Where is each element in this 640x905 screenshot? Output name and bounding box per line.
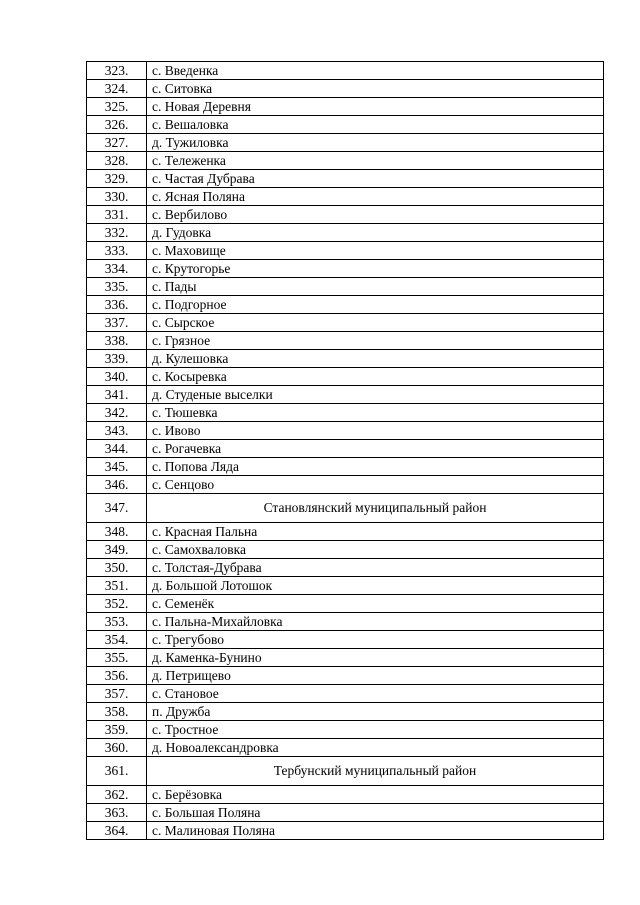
row-number: 338. xyxy=(87,332,147,350)
row-number: 344. xyxy=(87,440,147,458)
settlement-name: с. Тележенка xyxy=(147,152,604,170)
table-row xyxy=(87,98,604,116)
settlement-name: с. Вешаловка xyxy=(147,116,604,134)
settlement-name: д. Гудовка xyxy=(147,224,604,242)
table-row xyxy=(87,62,604,80)
row-number: 328. xyxy=(87,152,147,170)
settlement-name: с. Вербилово xyxy=(147,206,604,224)
row-number: 323. xyxy=(87,62,147,80)
row-number: 359. xyxy=(87,721,147,739)
table-row xyxy=(87,703,604,721)
row-number: 362. xyxy=(87,786,147,804)
row-number: 357. xyxy=(87,685,147,703)
table-row xyxy=(87,116,604,134)
settlement-name: с. Малиновая Поляна xyxy=(147,822,604,840)
table-row xyxy=(87,152,604,170)
table-row xyxy=(87,458,604,476)
row-number: 364. xyxy=(87,822,147,840)
row-number: 360. xyxy=(87,739,147,757)
table-row xyxy=(87,541,604,559)
table-row xyxy=(87,739,604,757)
row-number: 326. xyxy=(87,116,147,134)
settlements-table xyxy=(86,61,604,840)
settlement-name: с. Становое xyxy=(147,685,604,703)
row-number: 334. xyxy=(87,260,147,278)
settlement-name: с. Новая Деревня xyxy=(147,98,604,116)
row-number: 348. xyxy=(87,523,147,541)
row-number: 327. xyxy=(87,134,147,152)
table-row xyxy=(87,577,604,595)
row-number: 335. xyxy=(87,278,147,296)
table-row xyxy=(87,170,604,188)
row-number: 341. xyxy=(87,386,147,404)
row-number: 345. xyxy=(87,458,147,476)
settlement-name: с. Семенёк xyxy=(147,595,604,613)
table-row xyxy=(87,332,604,350)
row-number: 350. xyxy=(87,559,147,577)
settlement-name: с. Косыревка xyxy=(147,368,604,386)
row-number: 343. xyxy=(87,422,147,440)
settlement-name: д. Новоалександровка xyxy=(147,739,604,757)
settlement-name: с. Берёзовка xyxy=(147,786,604,804)
settlement-name: д. Каменка-Бунино xyxy=(147,649,604,667)
district-name: Становлянский муниципальный район xyxy=(147,494,604,523)
settlement-name: п. Дружба xyxy=(147,703,604,721)
table-row xyxy=(87,804,604,822)
settlement-name: с. Сырское xyxy=(147,314,604,332)
table-row xyxy=(87,206,604,224)
row-number: 346. xyxy=(87,476,147,494)
row-number: 336. xyxy=(87,296,147,314)
row-number: 356. xyxy=(87,667,147,685)
row-number: 358. xyxy=(87,703,147,721)
table-row xyxy=(87,368,604,386)
row-number: 355. xyxy=(87,649,147,667)
settlement-name: д. Большой Лотошок xyxy=(147,577,604,595)
table-row xyxy=(87,134,604,152)
settlement-name: д. Тужиловка xyxy=(147,134,604,152)
row-number: 339. xyxy=(87,350,147,368)
row-number: 351. xyxy=(87,577,147,595)
settlement-name: с. Толстая-Дубрава xyxy=(147,559,604,577)
settlement-name: с. Ясная Поляна xyxy=(147,188,604,206)
table-row xyxy=(87,80,604,98)
row-number: 361. xyxy=(87,757,147,786)
settlement-name: с. Рогачевка xyxy=(147,440,604,458)
settlement-name: с. Пальна-Михайловка xyxy=(147,613,604,631)
table-row xyxy=(87,350,604,368)
table-row xyxy=(87,822,604,840)
settlements-table-body xyxy=(87,62,604,840)
row-number: 333. xyxy=(87,242,147,260)
table-row xyxy=(87,440,604,458)
settlement-name: с. Ситовка xyxy=(147,80,604,98)
table-row xyxy=(87,559,604,577)
table-row xyxy=(87,631,604,649)
settlement-name: с. Маховище xyxy=(147,242,604,260)
settlement-name: с. Грязное xyxy=(147,332,604,350)
table-row xyxy=(87,649,604,667)
row-number: 325. xyxy=(87,98,147,116)
table-row xyxy=(87,613,604,631)
row-number: 363. xyxy=(87,804,147,822)
row-number: 331. xyxy=(87,206,147,224)
table-row xyxy=(87,685,604,703)
row-number: 352. xyxy=(87,595,147,613)
settlement-name: д. Петрищево xyxy=(147,667,604,685)
settlement-name: с. Трегубово xyxy=(147,631,604,649)
table-row xyxy=(87,260,604,278)
row-number: 342. xyxy=(87,404,147,422)
row-number: 324. xyxy=(87,80,147,98)
row-number: 337. xyxy=(87,314,147,332)
row-number: 330. xyxy=(87,188,147,206)
table-row xyxy=(87,404,604,422)
settlement-name: с. Красная Пальна xyxy=(147,523,604,541)
settlement-name: с. Самохваловка xyxy=(147,541,604,559)
table-row xyxy=(87,314,604,332)
row-number: 354. xyxy=(87,631,147,649)
table-row xyxy=(87,476,604,494)
table-row xyxy=(87,386,604,404)
row-number: 340. xyxy=(87,368,147,386)
table-row xyxy=(87,595,604,613)
district-name: Тербунский муниципальный район xyxy=(147,757,604,786)
settlement-name: с. Пады xyxy=(147,278,604,296)
row-number: 347. xyxy=(87,494,147,523)
settlement-name: с. Введенка xyxy=(147,62,604,80)
settlement-name: д. Кулешовка xyxy=(147,350,604,368)
table-row xyxy=(87,242,604,260)
table-row xyxy=(87,296,604,314)
row-number: 353. xyxy=(87,613,147,631)
table-row xyxy=(87,422,604,440)
row-number: 329. xyxy=(87,170,147,188)
table-row xyxy=(87,786,604,804)
table-row xyxy=(87,721,604,739)
settlement-name: с. Тюшевка xyxy=(147,404,604,422)
settlement-name: с. Попова Ляда xyxy=(147,458,604,476)
settlement-name: с. Крутогорье xyxy=(147,260,604,278)
table-row xyxy=(87,188,604,206)
settlement-name: с. Большая Поляна xyxy=(147,804,604,822)
settlement-name: д. Студеные выселки xyxy=(147,386,604,404)
settlement-name: с. Подгорное xyxy=(147,296,604,314)
table-row xyxy=(87,278,604,296)
settlement-name: с. Сенцово xyxy=(147,476,604,494)
settlement-name: с. Ивово xyxy=(147,422,604,440)
table-row xyxy=(87,523,604,541)
row-number: 332. xyxy=(87,224,147,242)
table-row xyxy=(87,224,604,242)
district-header-row xyxy=(87,494,604,523)
table-row xyxy=(87,667,604,685)
row-number: 349. xyxy=(87,541,147,559)
settlement-name: с. Частая Дубрава xyxy=(147,170,604,188)
district-header-row xyxy=(87,757,604,786)
settlement-name: с. Тростное xyxy=(147,721,604,739)
